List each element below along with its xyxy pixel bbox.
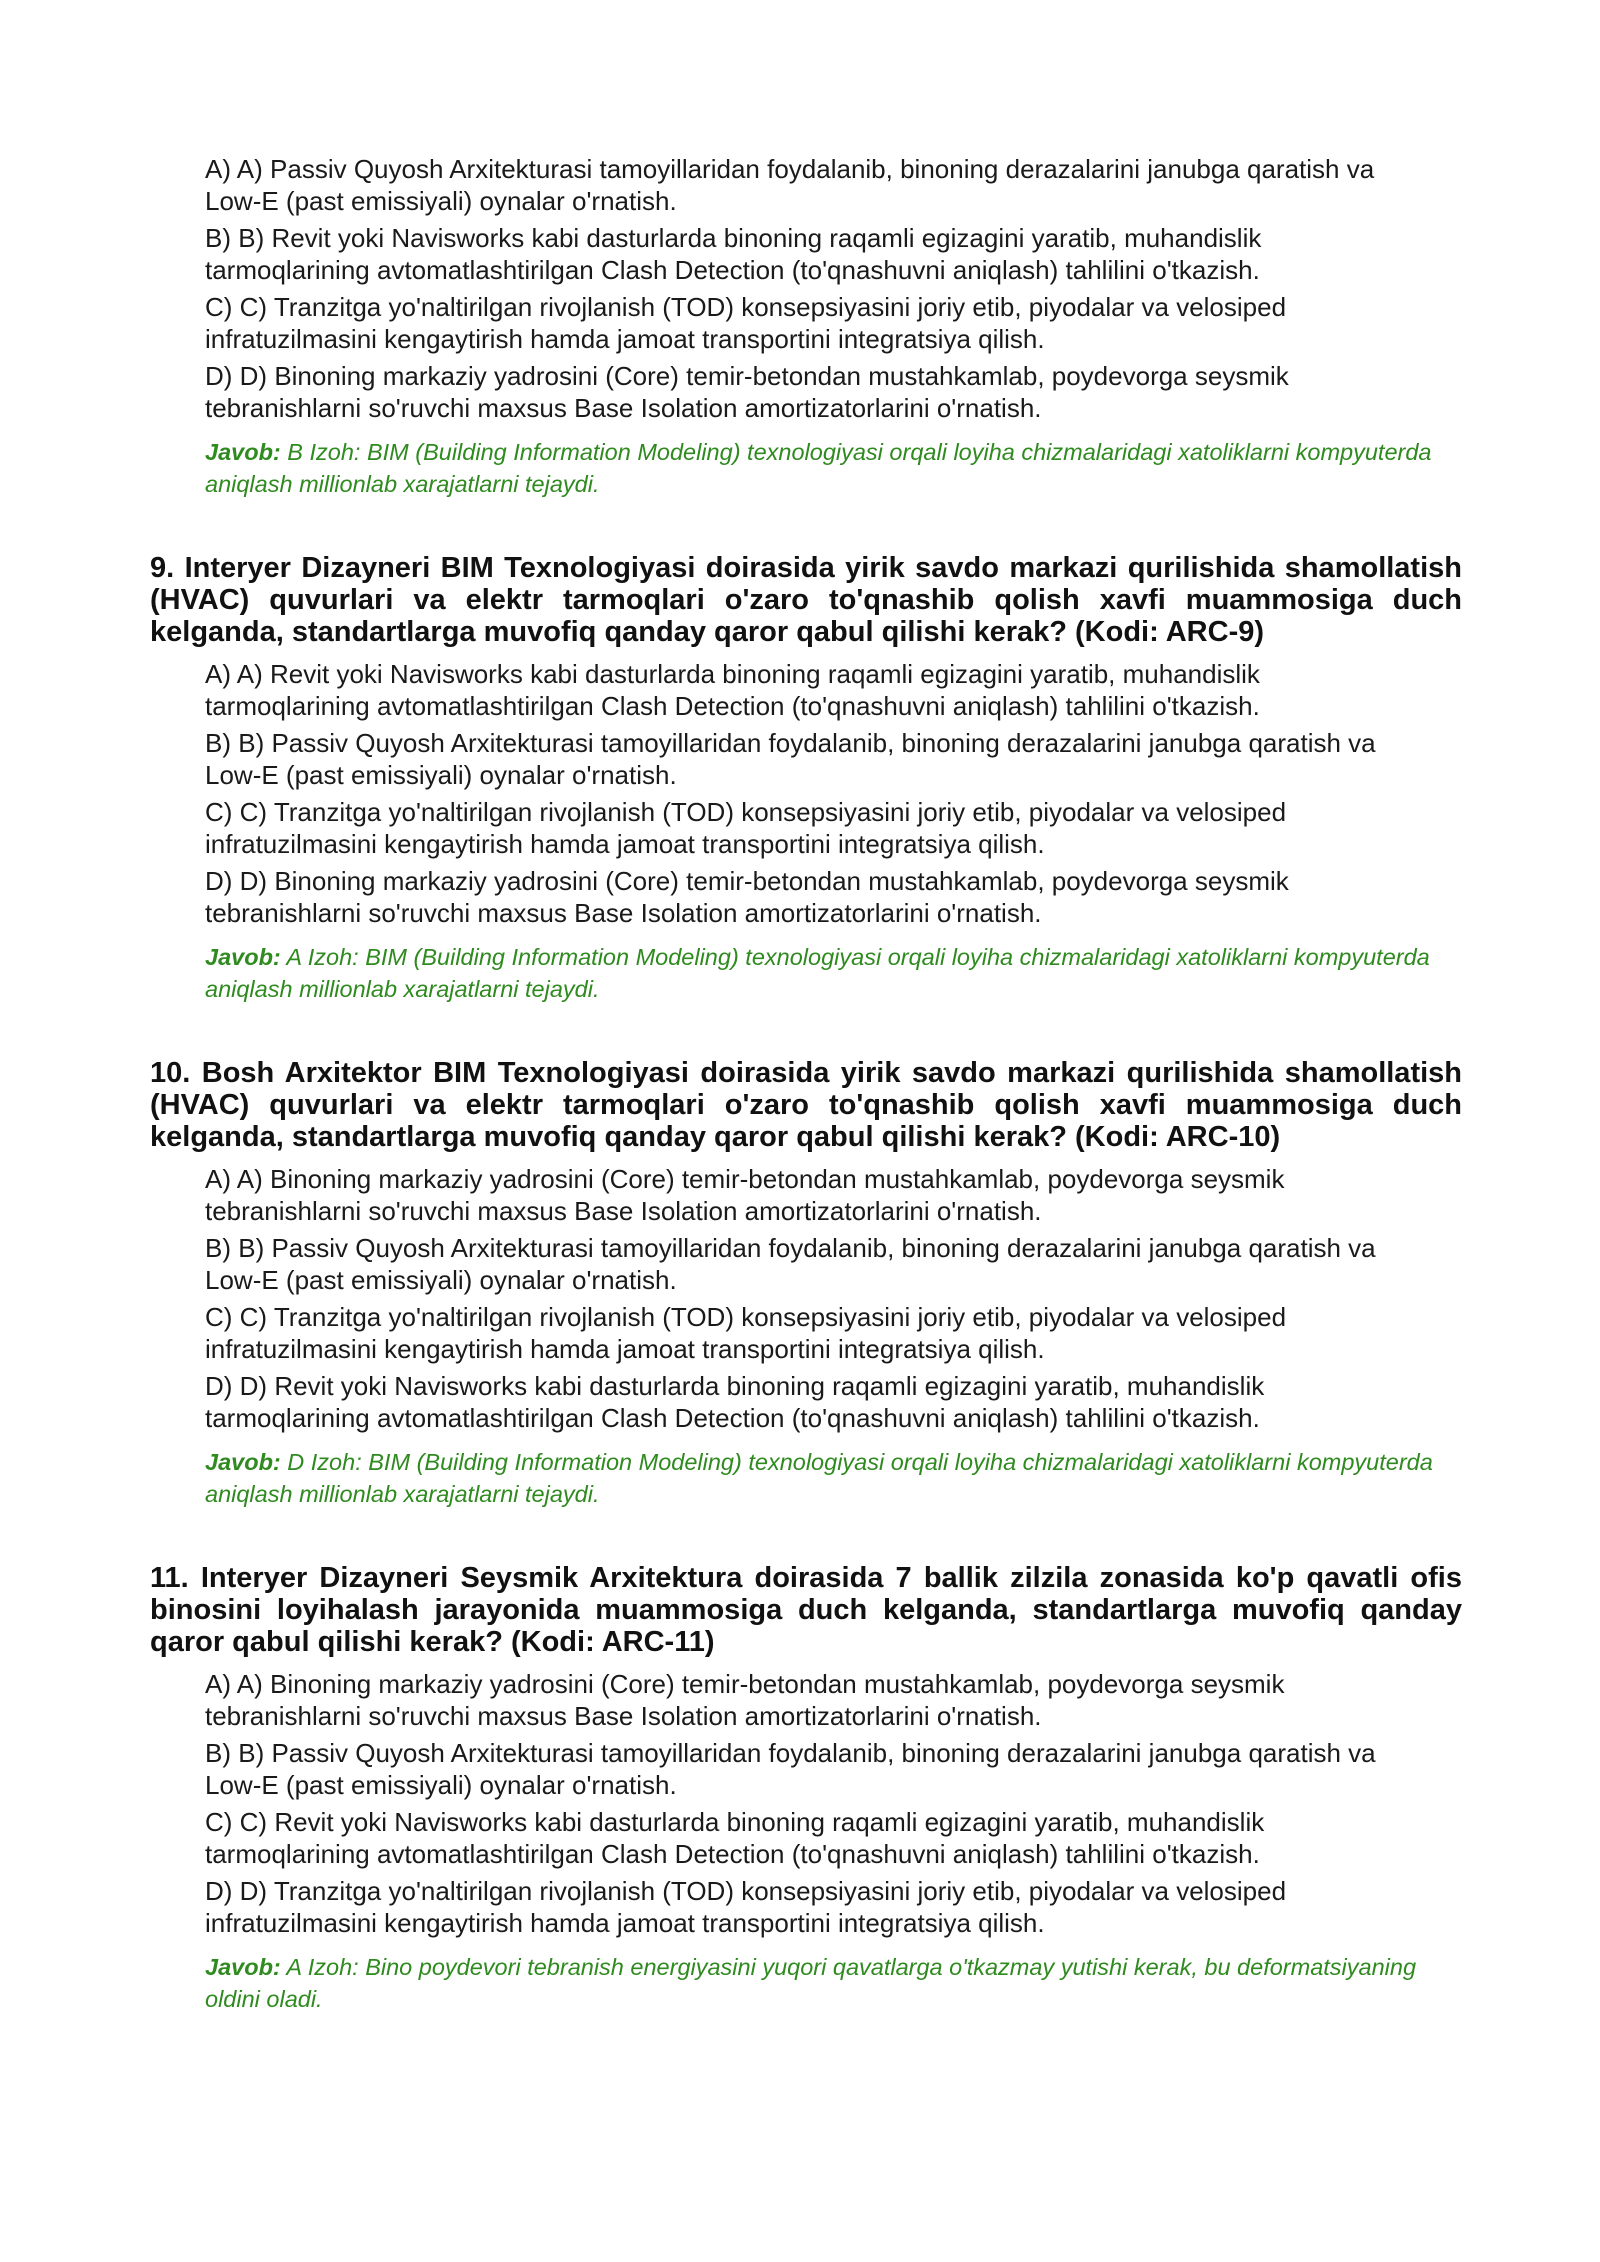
option-a: A) A) Passiv Quyosh Arxitekturasi tamoyillaridan foydalanib, binoning derazalarini janubga qaratish va Low-E (past emissiyali) oynalar o'rnatish. xyxy=(205,154,1375,216)
question-title: 11. Interyer Dizayneri Seysmik Arxitektura doirasida 7 ballik zilzila zonasida ko'p qavatli ofis binosini loyihalash jarayonida muammosiga duch kelganda, standartlarga muvofiq qanday qaror qabul qilishi kerak? (Kodi: ARC-11) xyxy=(150,1562,1462,1658)
option-c: C) C) Revit yoki Navisworks kabi dasturlarda binoning raqamli egizagini yaratib, muhandislik tarmoqlarining avtomatlashtirilgan Clash Detection (to'qnashuvni aniqlash) tahlilini o'tkazish. xyxy=(205,1807,1265,1869)
option-b: B) B) Passiv Quyosh Arxitekturasi tamoyillaridan foydalanib, binoning derazalarini janubga qaratish va Low-E (past emissiyali) oynalar o'rnatish. xyxy=(205,1738,1376,1800)
answer-text: B Izoh: BIM (Building Information Modeling) texnologiyasi orqali loyiha chizmalaridagi xatoliklarni kompyuterda aniqlash millionlab xarajatlarni tejaydi. xyxy=(205,439,1432,497)
question-8-continued xyxy=(150,153,1462,500)
options-list xyxy=(150,1163,1462,1434)
document-page xyxy=(150,153,1462,2015)
option-b: B) B) Passiv Quyosh Arxitekturasi tamoyillaridan foydalanib, binoning derazalarini janubga qaratish va Low-E (past emissiyali) oynalar o'rnatish. xyxy=(205,1233,1376,1295)
answer-explanation xyxy=(205,1446,1445,1510)
answer-explanation xyxy=(205,941,1445,1005)
option-a: A) A) Binoning markaziy yadrosini (Core) temir-betondan mustahkamlab, poydevorga seysmik tebranishlarni so'ruvchi maxsus Base Isolation amortizatorlarini o'rnatish. xyxy=(205,1669,1285,1731)
option-a: A) A) Binoning markaziy yadrosini (Core) temir-betondan mustahkamlab, poydevorga seysmik tebranishlarni so'ruvchi maxsus Base Isolation amortizatorlarini o'rnatish. xyxy=(205,1164,1285,1226)
answer-explanation xyxy=(205,436,1445,500)
option-d: D) D) Tranzitga yo'naltirilgan rivojlanish (TOD) konsepsiyasini joriy etib, piyodalar va velosiped infratuzilmasini kengaytirish hamda jamoat transportini integratsiya qilish. xyxy=(205,1876,1287,1938)
option-d: D) D) Binoning markaziy yadrosini (Core) temir-betondan mustahkamlab, poydevorga seysmik tebranishlarni so'ruvchi maxsus Base Isolation amortizatorlarini o'rnatish. xyxy=(205,361,1289,423)
option-c: C) C) Tranzitga yo'naltirilgan rivojlanish (TOD) konsepsiyasini joriy etib, piyodalar va velosiped infratuzilmasini kengaytirish hamda jamoat transportini integratsiya qilish. xyxy=(205,797,1287,859)
answer-text: D Izoh: BIM (Building Information Modeling) texnologiyasi orqali loyiha chizmalaridagi xatoliklarni kompyuterda aniqlash millionlab xarajatlarni tejaydi. xyxy=(205,1449,1433,1507)
answer-label: Javob: xyxy=(205,1449,281,1475)
question-9 xyxy=(150,552,1462,1005)
answer-label: Javob: xyxy=(205,944,281,970)
options-list xyxy=(150,1668,1462,1939)
answer-label: Javob: xyxy=(205,1954,281,1980)
answer-text: A Izoh: BIM (Building Information Modeling) texnologiyasi orqali loyiha chizmalaridagi xatoliklarni kompyuterda aniqlash millionlab xarajatlarni tejaydi. xyxy=(205,944,1430,1002)
option-b: B) B) Revit yoki Navisworks kabi dasturlarda binoning raqamli egizagini yaratib, muhandislik tarmoqlarining avtomatlashtirilgan Clash Detection (to'qnashuvni aniqlash) tahlilini o'tkazish. xyxy=(205,223,1262,285)
question-11 xyxy=(150,1562,1462,2015)
options-list xyxy=(150,658,1462,929)
question-10 xyxy=(150,1057,1462,1510)
options-list xyxy=(150,153,1462,424)
option-a: A) A) Revit yoki Navisworks kabi dasturlarda binoning raqamli egizagini yaratib, muhandislik tarmoqlarining avtomatlashtirilgan Clash Detection (to'qnashuvni aniqlash) tahlilini o'tkazish. xyxy=(205,659,1260,721)
option-b: B) B) Passiv Quyosh Arxitekturasi tamoyillaridan foydalanib, binoning derazalarini janubga qaratish va Low-E (past emissiyali) oynalar o'rnatish. xyxy=(205,728,1376,790)
option-c: C) C) Tranzitga yo'naltirilgan rivojlanish (TOD) konsepsiyasini joriy etib, piyodalar va velosiped infratuzilmasini kengaytirish hamda jamoat transportini integratsiya qilish. xyxy=(205,1302,1287,1364)
option-d: D) D) Revit yoki Navisworks kabi dasturlarda binoning raqamli egizagini yaratib, muhandislik tarmoqlarining avtomatlashtirilgan Clash Detection (to'qnashuvni aniqlash) tahlilini o'tkazish. xyxy=(205,1371,1265,1433)
answer-label: Javob: xyxy=(205,439,281,465)
question-title: 10. Bosh Arxitektor BIM Texnologiyasi doirasida yirik savdo markazi qurilishida shamollatish (HVAC) quvurlari va elektr tarmoqlari o'zaro to'qnashib qolish xavfi muammosiga duch kelganda, standartlarga muvofiq qanday qaror qabul qilishi kerak? (Kodi: ARC-10) xyxy=(150,1057,1462,1153)
option-c: C) C) Tranzitga yo'naltirilgan rivojlanish (TOD) konsepsiyasini joriy etib, piyodalar va velosiped infratuzilmasini kengaytirish hamda jamoat transportini integratsiya qilish. xyxy=(205,292,1287,354)
question-title: 9. Interyer Dizayneri BIM Texnologiyasi doirasida yirik savdo markazi qurilishida shamollatish (HVAC) quvurlari va elektr tarmoqlari o'zaro to'qnashib qolish xavfi muammosiga duch kelganda, standartlarga muvofiq qanday qaror qabul qilishi kerak? (Kodi: ARC-9) xyxy=(150,552,1462,648)
option-d: D) D) Binoning markaziy yadrosini (Core) temir-betondan mustahkamlab, poydevorga seysmik tebranishlarni so'ruvchi maxsus Base Isolation amortizatorlarini o'rnatish. xyxy=(205,866,1289,928)
answer-text: A Izoh: Bino poydevori tebranish energiyasini yuqori qavatlarga o'tkazmay yutishi kerak, bu deformatsiyaning oldini oladi. xyxy=(205,1954,1417,2012)
answer-explanation xyxy=(205,1951,1445,2015)
